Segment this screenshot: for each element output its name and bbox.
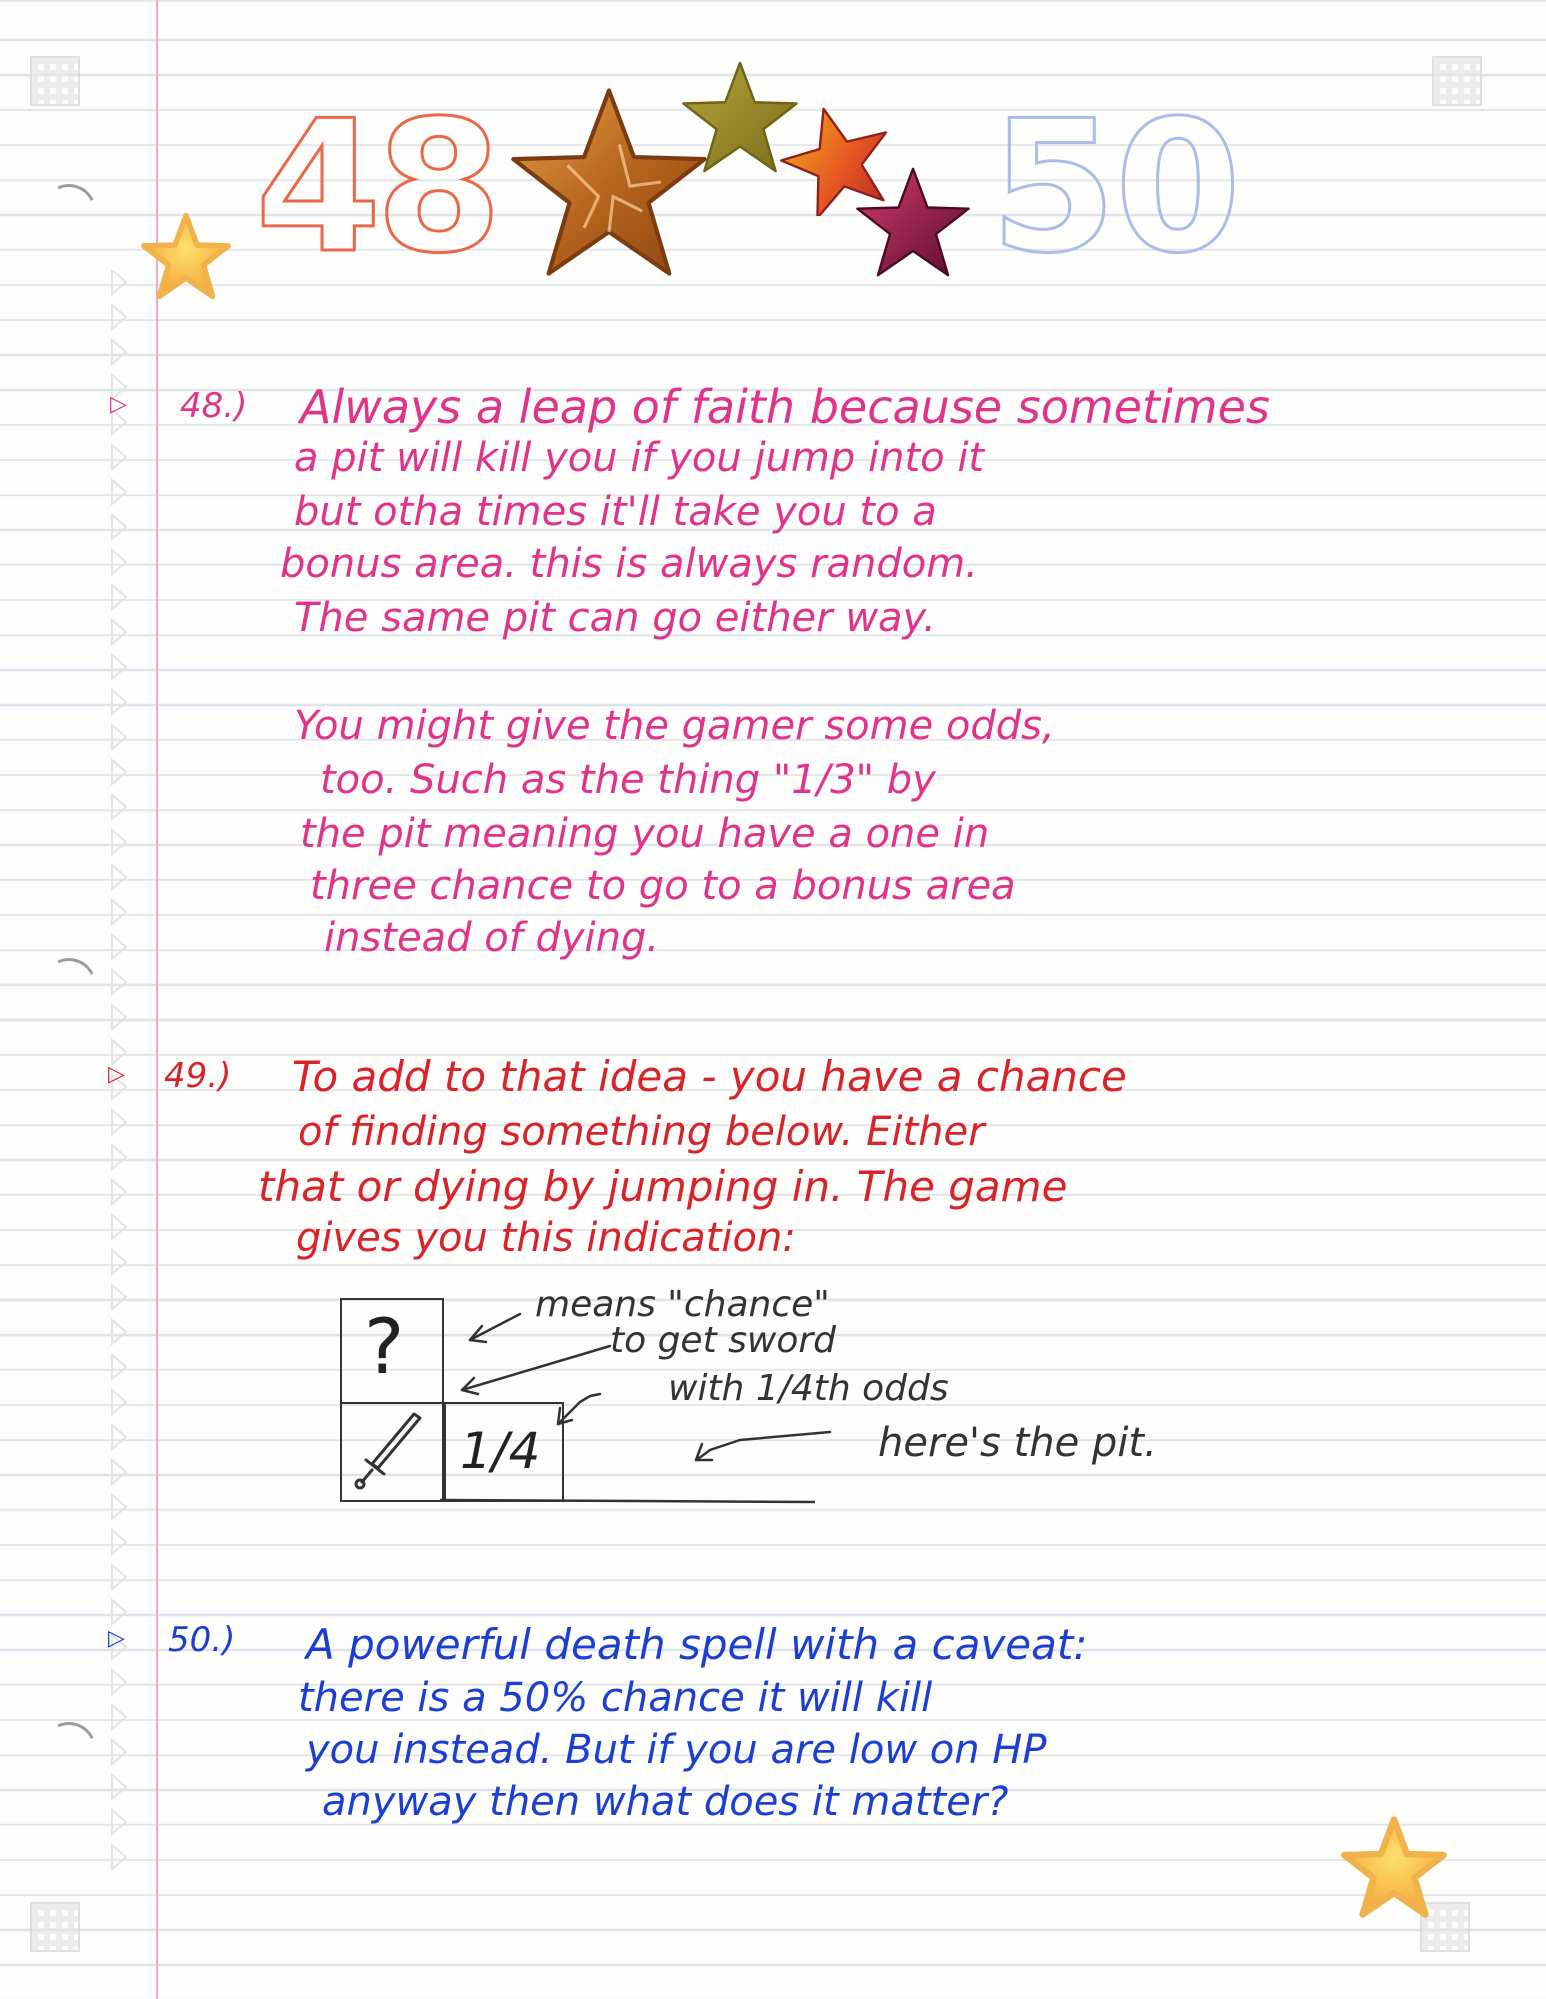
- sword-icon: [342, 1404, 438, 1496]
- header-number-48: 48: [255, 81, 497, 293]
- sword-block: [340, 1402, 444, 1502]
- entry-number: 50.): [168, 1620, 236, 1660]
- entry-text-line: a pit will kill you if you jump into it: [294, 435, 985, 481]
- entry-text-line: anyway then what does it matter?: [322, 1779, 1009, 1825]
- binder-hole-middle: [34, 950, 103, 1019]
- yellow-star-sticker-top: [140, 212, 232, 300]
- bullet-triangle-icon: ▷: [110, 392, 127, 417]
- annotation-sword: to get sword: [610, 1320, 837, 1361]
- entry-text-line: instead of dying.: [324, 915, 660, 961]
- corner-mark-bottom-left: [30, 1902, 80, 1952]
- entry-number: 49.): [164, 1056, 232, 1096]
- pit-floor: [440, 1496, 820, 1506]
- entry-text-line: The same pit can go either way.: [294, 595, 936, 641]
- entry-text-line: there is a 50% chance it will kill: [298, 1675, 933, 1721]
- annotation-chance: means "chance": [535, 1284, 830, 1325]
- binder-hole-top: [34, 176, 103, 245]
- entry-text-line: gives you this indication:: [296, 1215, 796, 1261]
- entry-text-line: Always a leap of faith because sometimes: [300, 380, 1270, 434]
- entry-text-line: of finding something below. Either: [298, 1109, 985, 1155]
- question-mark: ?: [364, 1302, 405, 1391]
- binder-hole-bottom: [34, 1714, 103, 1783]
- entry-text-line: You might give the gamer some odds,: [294, 703, 1055, 749]
- question-block: [340, 1298, 444, 1404]
- entry-text-line: the pit meaning you have a one in: [300, 811, 990, 857]
- corner-mark-top-left: [30, 56, 80, 106]
- bullet-triangle-icon: ▷: [108, 1626, 125, 1651]
- fraction-label: 1/4: [460, 1422, 541, 1480]
- yellow-star-sticker-bottom: [1340, 1815, 1448, 1919]
- bullet-triangle-icon: ▷: [108, 1062, 125, 1087]
- corner-mark-top-right: [1432, 56, 1482, 106]
- header-number-50: 50: [990, 81, 1240, 293]
- entry-text-line: but otha times it'll take you to a: [294, 489, 937, 535]
- entry-text-line: that or dying by jumping in. The game: [258, 1162, 1068, 1211]
- annotation-odds: with 1/4th odds: [668, 1368, 949, 1409]
- entry-text-line: bonus area. this is always random.: [280, 541, 978, 587]
- entry-text-line: three chance to go to a bonus area: [310, 863, 1016, 909]
- entry-text-line: A powerful death spell with a caveat:: [306, 1620, 1088, 1669]
- entry-text-line: you instead. But if you are low on HP: [306, 1727, 1047, 1773]
- entry-text-line: To add to that idea - you have a chance: [292, 1052, 1127, 1101]
- magenta-star-sticker: [852, 164, 974, 280]
- entry-number: 48.): [180, 386, 248, 426]
- entry-text-line: too. Such as the thing "1/3" by: [320, 757, 936, 803]
- annotation-pit: here's the pit.: [878, 1420, 1157, 1466]
